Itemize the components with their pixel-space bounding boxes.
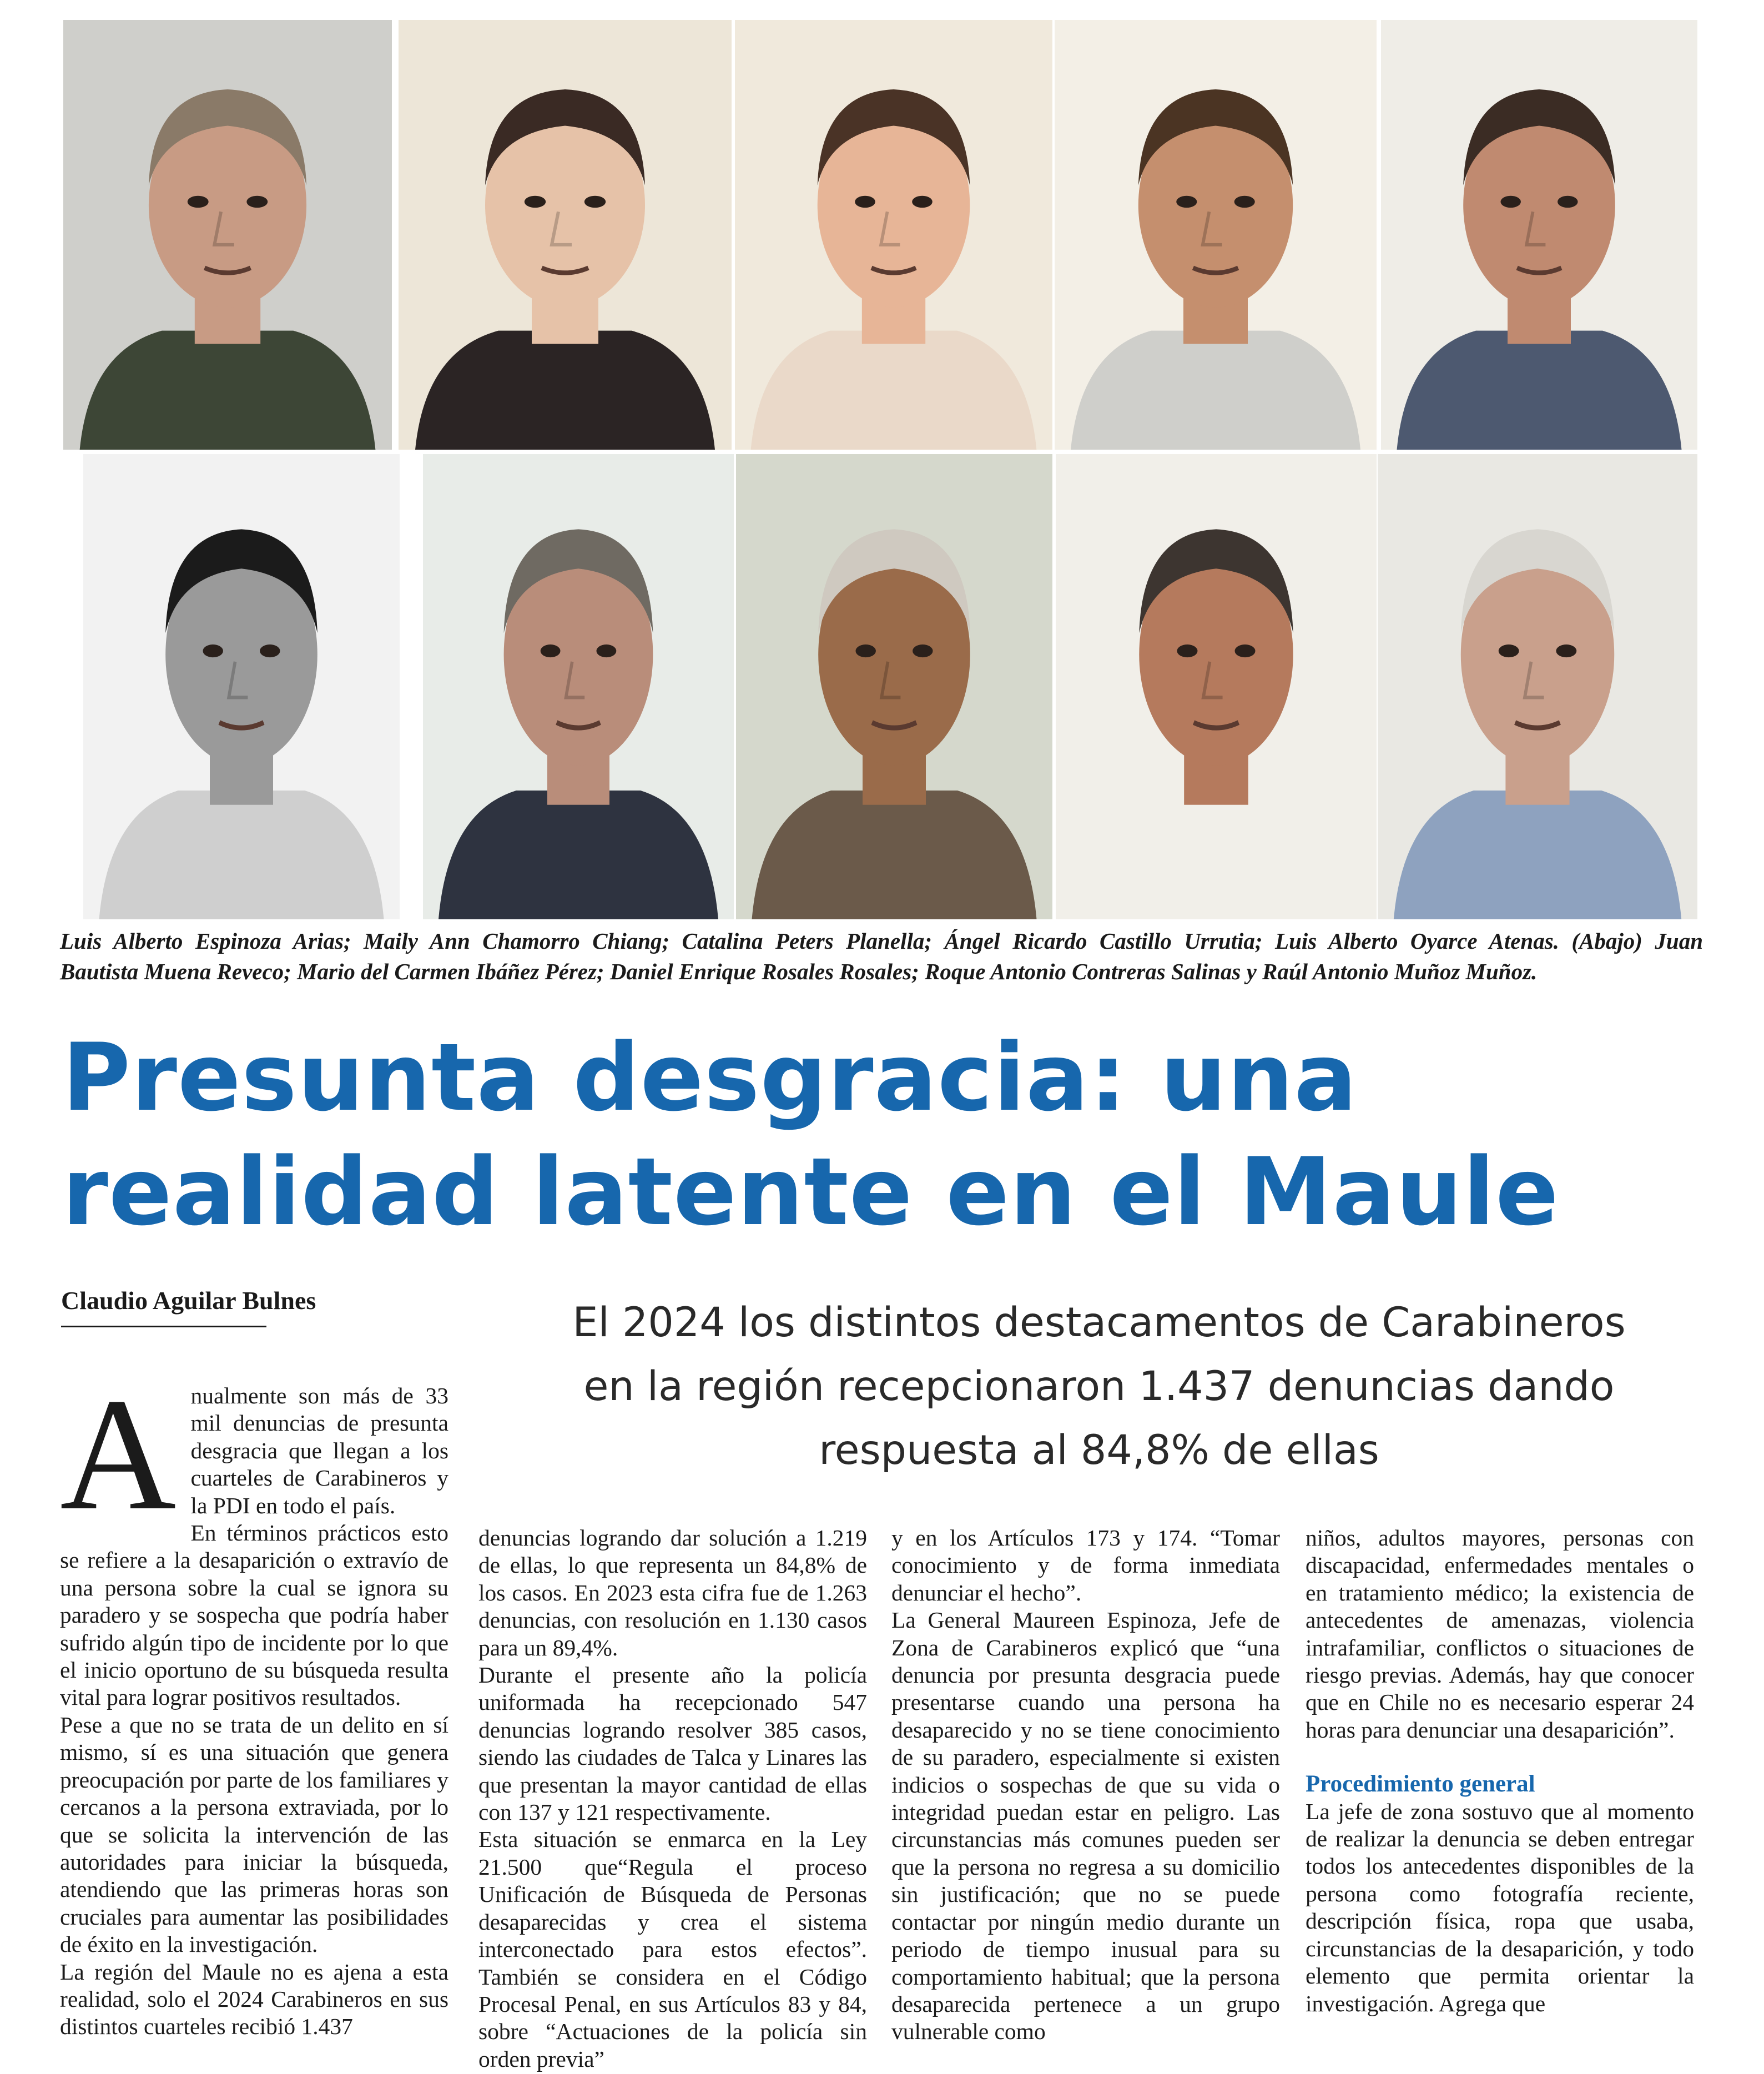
portrait-photo-7 (423, 454, 734, 919)
portrait-grid (0, 0, 1764, 922)
portrait-photo-8 (736, 454, 1052, 919)
headline-line-2: realidad latente en el Maule (62, 1137, 1559, 1246)
portrait-photo-icon (1056, 454, 1377, 919)
drop-cap: A (60, 1382, 177, 1543)
paragraph: Pese a que no se trata de un delito en sí mismo, sí es una situación que genera preocupación por parte de los familiares y cercanos a la persona extraviada, por lo que se solicita la intervención de las autoridades para iniciar la búsqueda, atendiendo que las primeras horas son cruciales para aumentar las posibilidades de éxito en la investigación. (60, 1711, 448, 1957)
caption-line-1: Luis Alberto Espinoza Arias; Maily Ann Chamorro Chiang; Catalina Peters Planella; Ángel Ricardo Castillo Urrutia; Luis Alberto Oyarce Atenas. (Abajo) Juan (60, 928, 1703, 954)
deck-line-1: El 2024 los distintos destacamentos de Carabineros (572, 1299, 1626, 1346)
headline (62, 1020, 1716, 1249)
paragraph: La jefe de zona sostuvo que al momento de realizar la denuncia se deben entregar todos los antecedentes disponibles de la persona como fotografía reciente, descripción física, ropa que usaba, circunstancias de la desaparición, y todo elemento que permita orientar la investigación. Agrega que (1306, 1798, 1694, 2016)
paragraph: Esta situación se enmarca en la Ley 21.500 que“Regula el proceso Unificación de Búsqueda de Personas desaparecidas y crea el sistema interconectado para estos efectos”. También se considera en el Código Procesal Penal, en sus Artículos 83 y 84, sobre “Actuaciones de la policía sin orden previa” (478, 1826, 867, 2072)
paragraph: y en los Artículos 173 y 174. “Tomar conocimiento y de forma inmediata denunciar el hecho”. (891, 1525, 1280, 1605)
caption-line-2: Bautista Muena Reveco; Mario del Carmen Ibáñez Pérez; Daniel Enrique Rosales Rosales; Roque Antonio Contreras Salinas y Raúl Antonio Muñoz Muñoz. (60, 959, 1538, 984)
paragraph: nualmente son más de 33 mil denuncias de presunta desgracia que llegan a los cuarteles de Carabineros y la PDI en todo el país. (190, 1383, 448, 1518)
portrait-photo-4 (1055, 20, 1377, 450)
portrait-photo-9 (1056, 454, 1377, 919)
body-column-3 (891, 1524, 1280, 2074)
portrait-photo-icon (1055, 20, 1377, 450)
body-column-4 (1306, 1524, 1694, 2074)
portrait-photo-icon (735, 20, 1052, 450)
byline-rule (61, 1326, 266, 1327)
portrait-photo-6 (83, 454, 400, 919)
paragraph: En términos prácticos esto se refiere a la desaparición o extravío de una persona sobre la cual se ignora su paradero y se sospecha que podría haber sufrido algún tipo de incidente por lo que el inicio oportuno de su búsqueda resulta vital para lograr positivos resultados. (60, 1520, 448, 1710)
body-column-2 (478, 1524, 867, 2074)
portrait-photo-icon (399, 20, 732, 450)
paragraph: niños, adultos mayores, personas con discapacidad, enfermedades mentales o en tratamiento médico; la existencia de antecedentes de amenazas, violencia intrafamiliar, conflictos o situaciones de riesgo previas. Además, hay que conocer que en Chile no es necesario esperar 24 horas para denunciar una desaparición”. (1306, 1525, 1694, 1743)
paragraph: La General Maureen Espinoza, Jefe de Zona de Carabineros explicó que “una denuncia por presunta desgracia puede presentarse cuando una persona ha desaparecido y no se tiene conocimiento de su paradero, especialmente si existen indicios o sospechas de que su vida o integridad puedan estar en peligro. Las circunstancias más comunes pueden ser que la persona no regresa a su domicilio sin justificación; que no se puede contactar por ningún medio durante un periodo de tiempo inusual para su comportamiento habitual; que la persona desaparecida pertenece a un grupo vulnerable como (891, 1607, 1280, 2045)
portrait-photo-5 (1381, 20, 1697, 450)
portrait-photo-icon (1381, 20, 1697, 450)
deck (477, 1291, 1721, 1482)
byline: Claudio Aguilar Bulnes (61, 1286, 316, 1315)
portrait-photo-10 (1378, 454, 1697, 919)
portrait-photo-icon (63, 20, 392, 450)
paragraph: Durante el presente año la policía uniformada ha recepcionado 547 denuncias logrando resolver 385 casos, siendo las ciudades de Talca y Linares las que presentan la mayor cantidad de ellas con 137 y 121 respectivamente. (478, 1662, 867, 1825)
portrait-photo-3 (735, 20, 1052, 450)
photo-caption (60, 926, 1703, 987)
headline-line-1: Presunta desgracia: una (62, 1023, 1358, 1132)
portrait-photo-icon (1378, 454, 1697, 919)
paragraph: La región del Maule no es ajena a esta realidad, solo el 2024 Carabineros en sus distintos cuarteles recibió 1.437 (60, 1959, 448, 2040)
portrait-photo-1 (63, 20, 392, 450)
portrait-photo-icon (736, 454, 1052, 919)
portrait-photo-2 (399, 20, 732, 450)
deck-line-3: respuesta al 84,8% de ellas (819, 1427, 1379, 1474)
paragraph: denuncias logrando dar solución a 1.219 de ellas, lo que representa un 84,8% de los casos. En 2023 esta cifra fue de 1.263 denuncias, con resolución en 1.130 casos para un 89,4%. (478, 1525, 867, 1660)
deck-line-2: en la región recepcionaron 1.437 denuncias dando (583, 1363, 1615, 1410)
body-column-1 (60, 1382, 448, 2074)
subheading: Procedimiento general (1306, 1771, 1535, 1798)
portrait-photo-icon (423, 454, 734, 919)
portrait-photo-icon (83, 454, 400, 919)
